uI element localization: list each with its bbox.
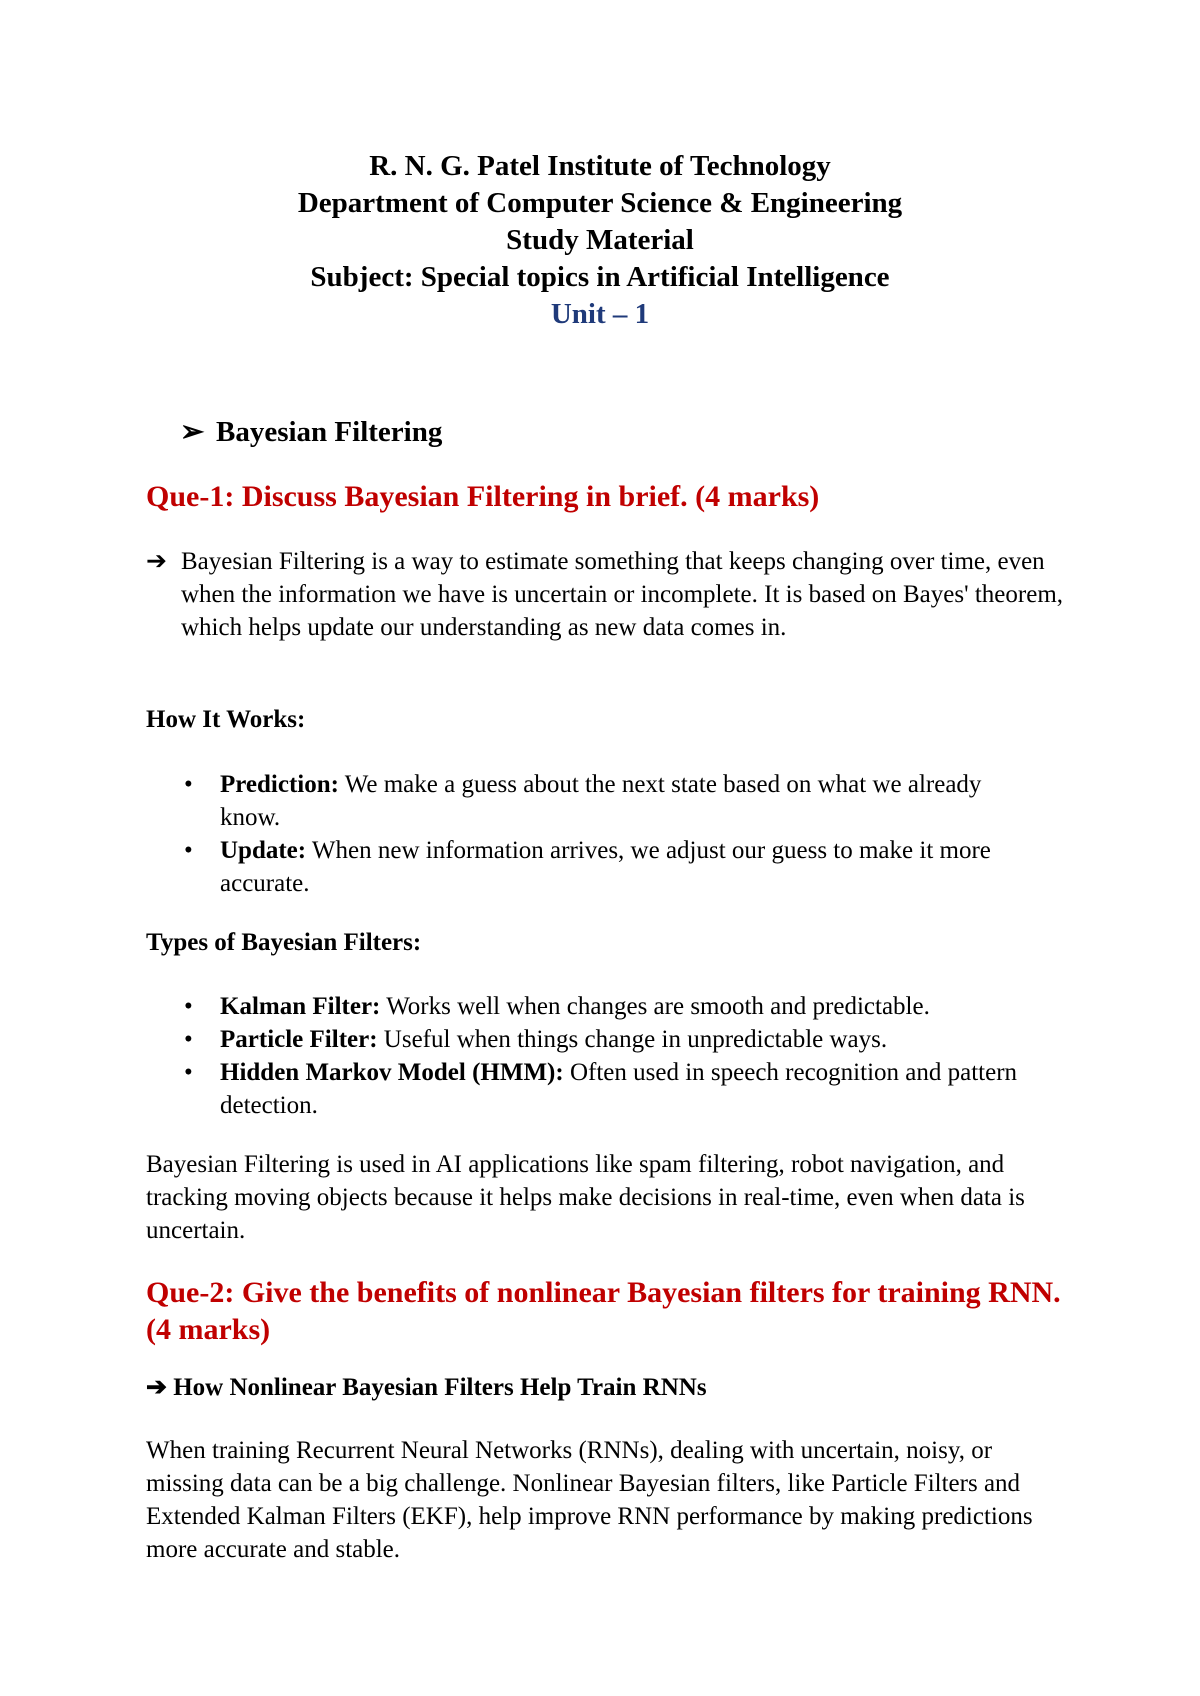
- right-arrow-icon: ➔: [146, 548, 167, 575]
- department-name: Department of Computer Science & Engineering: [297, 187, 903, 219]
- item-text: When new information arrives, we adjust our guess to make it more accurate.: [220, 837, 991, 897]
- item-label: Particle Filter:: [220, 1026, 378, 1053]
- bullet-icon: •: [184, 1059, 193, 1086]
- question-2-subheading: [146, 1371, 1066, 1404]
- list-item: [146, 834, 1046, 900]
- item-text: Works well when changes are smooth and predictable.: [380, 993, 930, 1020]
- question-2-paragraph: When training Recurrent Neural Networks (RNNs), dealing with uncertain, noisy, or missing data can be a big challenge. Nonlinear Bayesian filters, like Particle Filters and Extended Kalman Filters (EKF), help improve RNN performance by making predictions more accurate and stable.: [146, 1437, 1033, 1563]
- item-text: Often used in speech recognition and pattern detection.: [220, 1059, 1018, 1119]
- question-2-title: Que-2: Give the benefits of nonlinear Bayesian filters for training RNN. (4 marks): [146, 1276, 1061, 1346]
- section-title: Bayesian Filtering: [216, 416, 443, 448]
- material-title: Study Material: [506, 224, 694, 256]
- bullet-icon: •: [184, 1026, 193, 1053]
- list-item: [146, 1023, 1066, 1056]
- arrowhead-bullet-icon: ➢: [180, 416, 205, 448]
- question-1-intro: [146, 545, 1086, 644]
- bullet-icon: •: [184, 771, 193, 798]
- bullet-icon: •: [184, 993, 193, 1020]
- list-item: [146, 1056, 1066, 1122]
- right-arrow-icon: ➔: [146, 1374, 167, 1401]
- subheading-text: How Nonlinear Bayesian Filters Help Train RNNs: [173, 1374, 707, 1401]
- question-1-closing: Bayesian Filtering is used in AI applications like spam filtering, robot navigation, and tracking moving objects because it helps make decisions in real-time, even when data is uncertain.: [146, 1151, 1025, 1244]
- bullet-icon: •: [184, 837, 193, 864]
- item-label: Prediction:: [220, 771, 339, 798]
- item-text: We make a guess about the next state based on what we already know.: [220, 771, 982, 831]
- item-label: Kalman Filter:: [220, 993, 381, 1020]
- item-label: Hidden Markov Model (HMM):: [220, 1059, 564, 1086]
- item-text: Useful when things change in unpredictable ways.: [377, 1026, 888, 1053]
- types-list: [146, 990, 1066, 1122]
- question-1-title: Que-1: Discuss Bayesian Filtering in brief. (4 marks): [146, 480, 820, 513]
- list-item: [146, 768, 1046, 834]
- section-heading: [180, 414, 442, 450]
- list-item: [146, 990, 1066, 1023]
- how-it-works-heading: How It Works:: [146, 706, 306, 733]
- document-header: [0, 148, 1200, 333]
- intro-text: Bayesian Filtering is a way to estimate something that keeps changing over time, even when the information we have is uncertain or incomplete. It is based on Bayes' theorem, which helps update our understanding as new data comes in.: [181, 548, 1064, 641]
- how-it-works-list: [146, 768, 1046, 900]
- subject-title: Subject: Special topics in Artificial Intelligence: [310, 261, 890, 293]
- unit-label: Unit – 1: [550, 298, 650, 330]
- types-heading: Types of Bayesian Filters:: [146, 929, 422, 956]
- item-label: Update:: [220, 837, 307, 864]
- institute-name: R. N. G. Patel Institute of Technology: [369, 150, 831, 182]
